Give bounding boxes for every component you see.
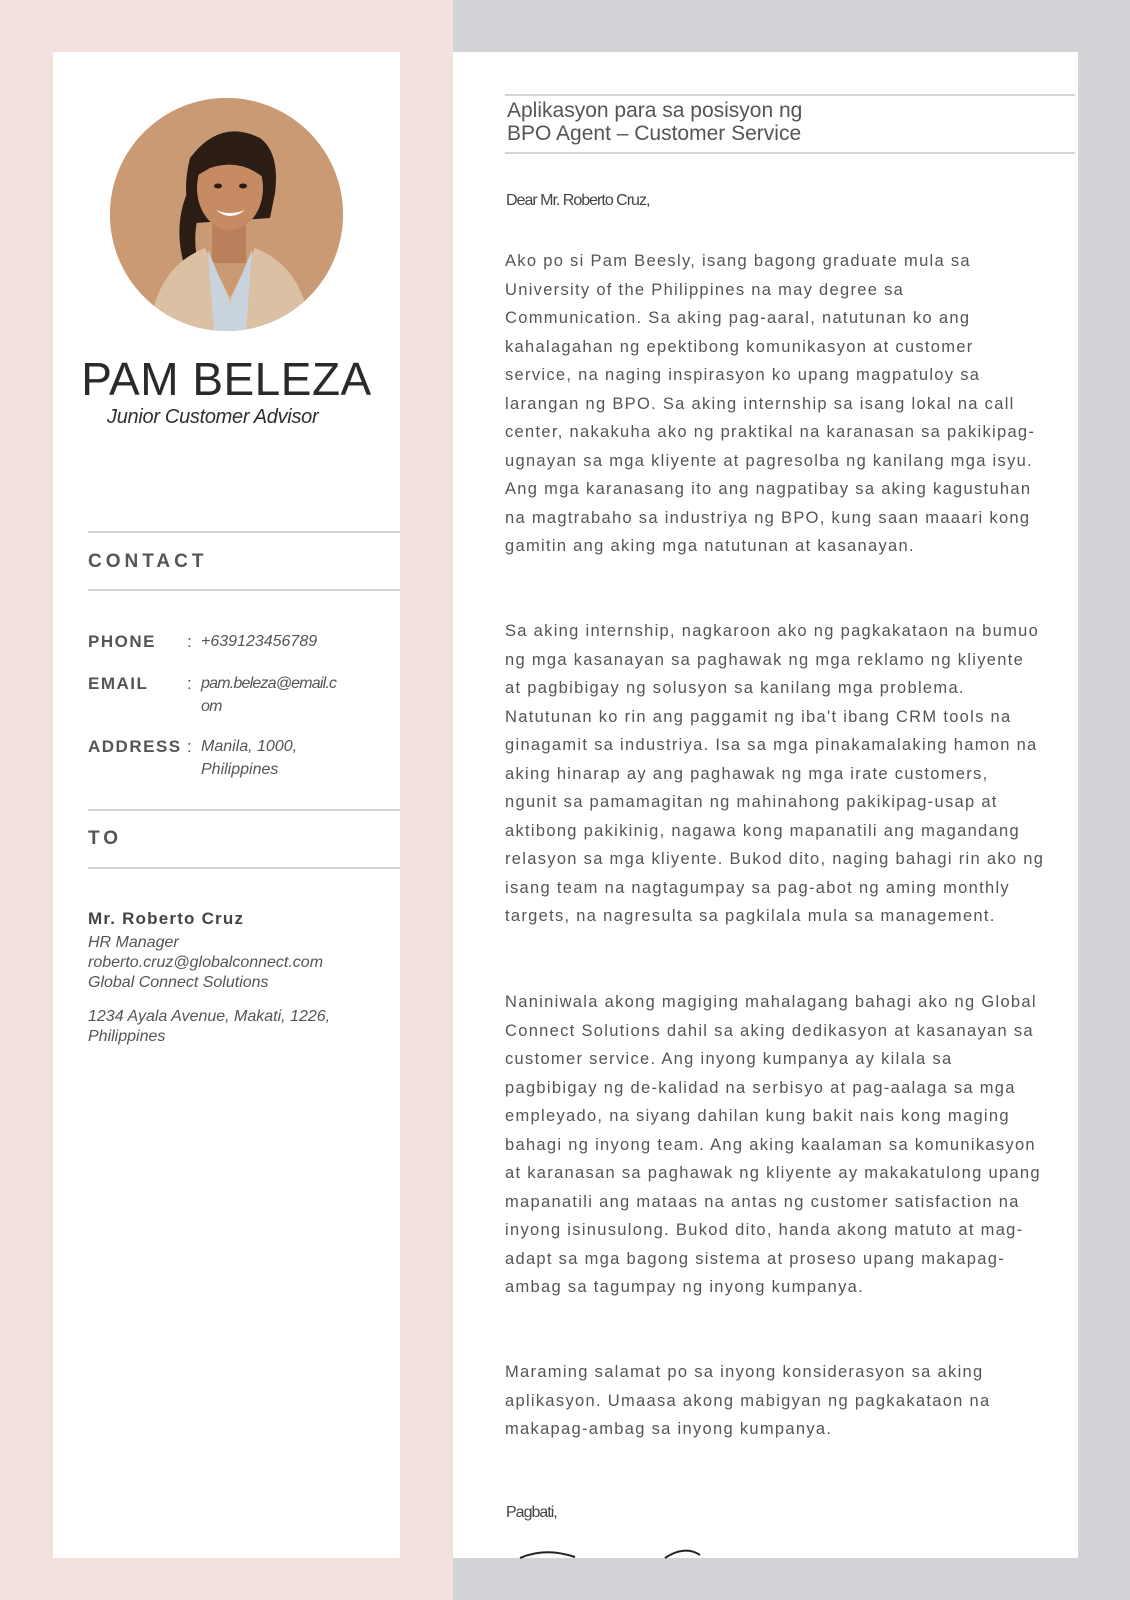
phone-label: PHONE [88, 632, 156, 651]
subject-divider-bottom [505, 152, 1075, 154]
email-colon: : [187, 674, 192, 693]
recipient-name: Mr. Roberto Cruz [88, 909, 245, 928]
address-value: Manila, 1000, Philippines [201, 738, 298, 778]
subject [507, 99, 802, 145]
to-divider-bottom [88, 867, 400, 869]
closing: Pagbati, [506, 1504, 557, 1521]
subject-line-2: BPO Agent – Customer Service [507, 122, 802, 145]
applicant-role: Junior Customer Advisor [107, 406, 319, 428]
profile-photo [110, 98, 343, 331]
salutation: Dear Mr. Roberto Cruz, [506, 192, 650, 209]
recipient-address-line2: Philippines [88, 1028, 166, 1045]
recipient-company: Global Connect Solutions [88, 974, 269, 991]
phone-value: +639123456789 [201, 633, 318, 650]
phone-colon: : [187, 632, 192, 651]
recipient-email: roberto.cruz@globalconnect.com [88, 954, 324, 971]
letter-paragraph-3: Naniniwala akong magiging mahalagang bahagi ako ng Global Connect Solutions dahil sa aking dedikasyon at kasanayan sa customer service. Ang inyong kumpanya ay kilala sa pagbibigay ng de-kalidad na serbisyo at pag-aalaga sa mga empleyado, na siyang dahilan kung bakit nais kong maging bahagi ng inyong team. Ang aking kaalaman sa komunikasyon at karanasan sa paghawak ng kliyente ay makakatulong upang mapanatili ang mataas na antas ng customer satisfaction na inyong isinusulong. Bukod dito, handa akong matuto at mag-adapt sa mga bagong sistema at proseso upang makapag-ambag sa tagumpay ng inyong kumpanya. [505, 993, 1041, 1296]
email-value: pam.beleza@email.com [201, 675, 337, 715]
subject-divider-top [505, 94, 1075, 96]
contact-divider-bottom [88, 589, 400, 591]
recipient-address-line1: 1234 Ayala Avenue, Makati, 1226, [88, 1008, 331, 1025]
contact-heading: CONTACT [88, 551, 208, 572]
letter-paragraph-2: Sa aking internship, nagkaroon ako ng pagkakataon na bumuo ng mga kasanayan sa paghawak ng mga reklamo ng kliyente at pagbibigay ng solusyon sa kanilang mga problema. Natutunan ko rin ang paggamit ng iba't ibang CRM tools na ginagamit sa industriya. Isa sa mga pinakamalaking hamon na aking hinarap ay ang paghawak ng mga irate customers, ngunit sa pamamagitan ng mahinahong pakikipag-usap at aktibong pakikinig, nagawa kong mapanatili ang magandang relasyon sa mga kliyente. Bukod dito, naging bahagi rin ako ng isang team na nagtagumpay sa pag-abot ng aming monthly targets, na nagresulta sa pagkilala mula sa management. [505, 622, 1045, 925]
address-label: ADDRESS [88, 737, 182, 756]
to-heading: TO [88, 828, 123, 849]
email-label: EMAIL [88, 674, 149, 693]
subject-line-1: Aplikasyon para sa posisyon ng [507, 99, 803, 122]
applicant-name: PAM BELEZA [81, 353, 372, 405]
address-colon: : [187, 737, 192, 756]
letter-paragraph-4: Maraming salamat po sa inyong konsiderasyon sa aking aplikasyon. Umaasa akong mabigyan ng pagkakataon na makapag-ambag sa inyong kumpanya. [505, 1363, 991, 1438]
contact-divider-top [88, 531, 400, 533]
recipient-title: HR Manager [88, 934, 179, 951]
to-divider-top [88, 809, 400, 811]
signature-mark [515, 1545, 715, 1559]
letter-paragraph-1: Ako po si Pam Beesly, isang bagong graduate mula sa University of the Philippines na may degree sa Communication. Sa aking pag-aaral, natutunan ko ang kahalagahan ng epektibong komunikasyon at customer service, na naging inspirasyon ko upang magpatuloy sa larangan ng BPO. Sa aking internship sa isang lokal na call center, nakakuha ako ng praktikal na karanasan sa pakikipag-ugnayan sa mga kliyente at pagresolba ng kanilang mga isyu. Ang mga karanasang ito ang nagpatibay sa aking kagustuhan na magtrabaho sa industriya ng BPO, kung saan maaari kong gamitin ang aking mga natutunan at kasanayan. [505, 252, 1036, 555]
